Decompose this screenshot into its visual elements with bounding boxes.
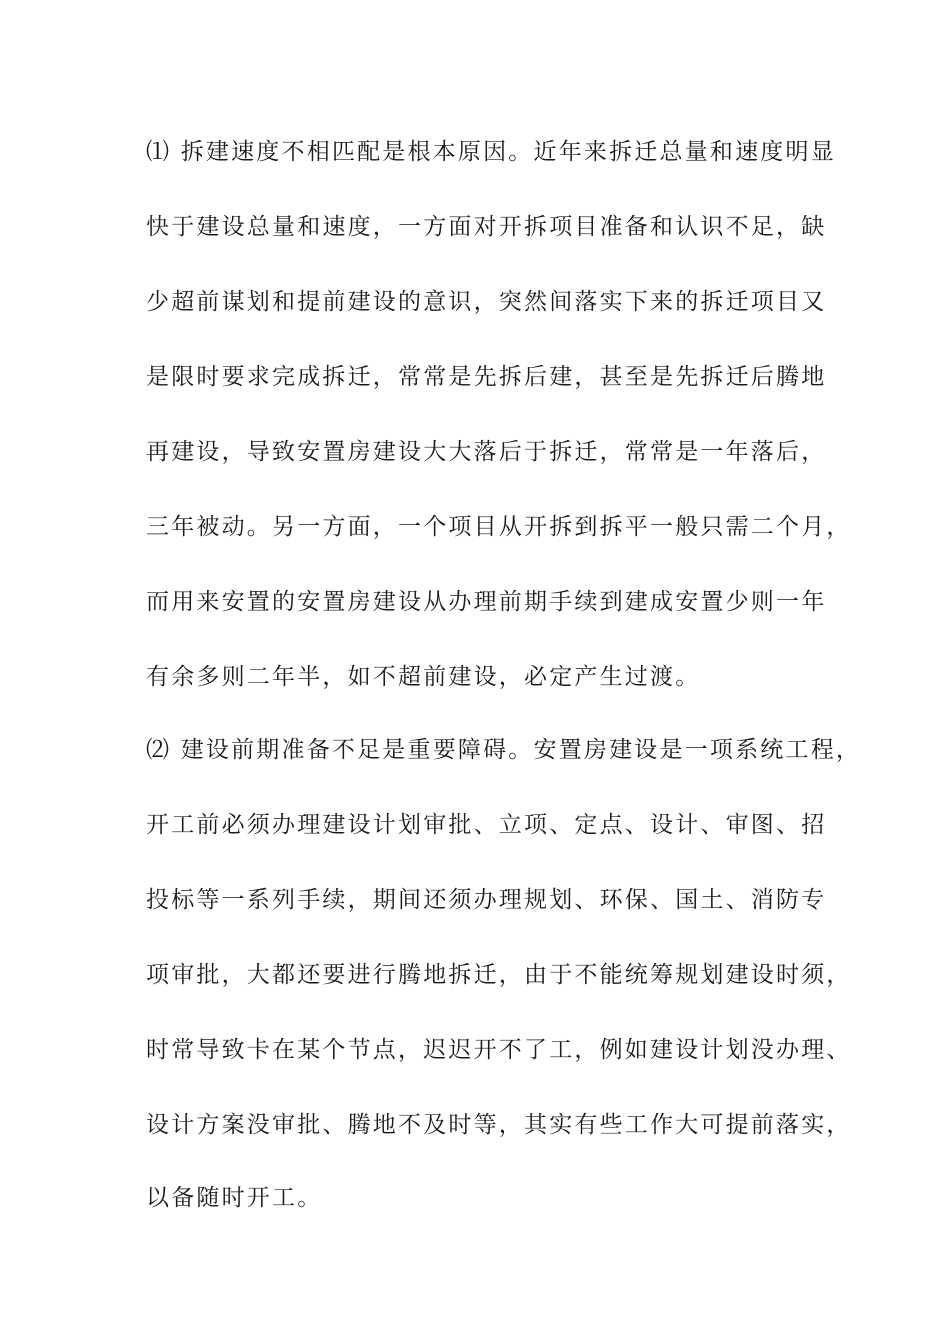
- paragraph-1-line-8: 有余多则二年半，如不超前建设，必定产生过渡。: [146, 664, 701, 690]
- paragraph-2-line-6: 设计方案没审批、腾地不及时等，其实有些工作大可提前落实，: [146, 1112, 852, 1138]
- paragraph-2-line-7: 以备随时开工。: [146, 1185, 323, 1211]
- paragraph-1-line-6: 三年被动。另一方面，一个项目从开拆到拆平一般只需二个月，: [146, 514, 852, 540]
- paragraph-2-line-1: ⑵ 建设前期准备不足是重要障碍。安置房建设是一项系统工程，: [146, 737, 862, 763]
- paragraph-1-line-7: 而用来安置的安置房建设从办理前期手续到建成安置少则一年: [146, 589, 827, 615]
- paragraph-1-line-2: 快于建设总量和速度，一方面对开拆项目准备和认识不足，缺: [146, 214, 827, 240]
- paragraph-1-line-3: 少超前谋划和提前建设的意识，突然间落实下来的拆迁项目又: [146, 289, 827, 315]
- paragraph-2-line-5: 时常导致卡在某个节点，迟迟开不了工，例如建设计划没办理、: [146, 1037, 852, 1063]
- paragraph-2-line-4: 项审批，大都还要进行腾地拆迁，由于不能统筹规划建设时须，: [146, 962, 852, 988]
- paragraph-1-line-1: ⑴ 拆建速度不相匹配是根本原因。近年来拆迁总量和速度明显: [146, 139, 836, 165]
- paragraph-2-line-2: 开工前必须办理建设计划审批、立项、定点、设计、审图、招: [146, 812, 827, 838]
- paragraph-2-line-3: 投标等一系列手续，期间还须办理规划、环保、国土、消防专: [146, 887, 827, 913]
- paragraph-1-line-5: 再建设，导致安置房建设大大落后于拆迁，常常是一年落后，: [146, 439, 827, 465]
- paragraph-1-line-4: 是限时要求完成拆迁，常常是先拆后建，甚至是先拆迁后腾地: [146, 364, 827, 390]
